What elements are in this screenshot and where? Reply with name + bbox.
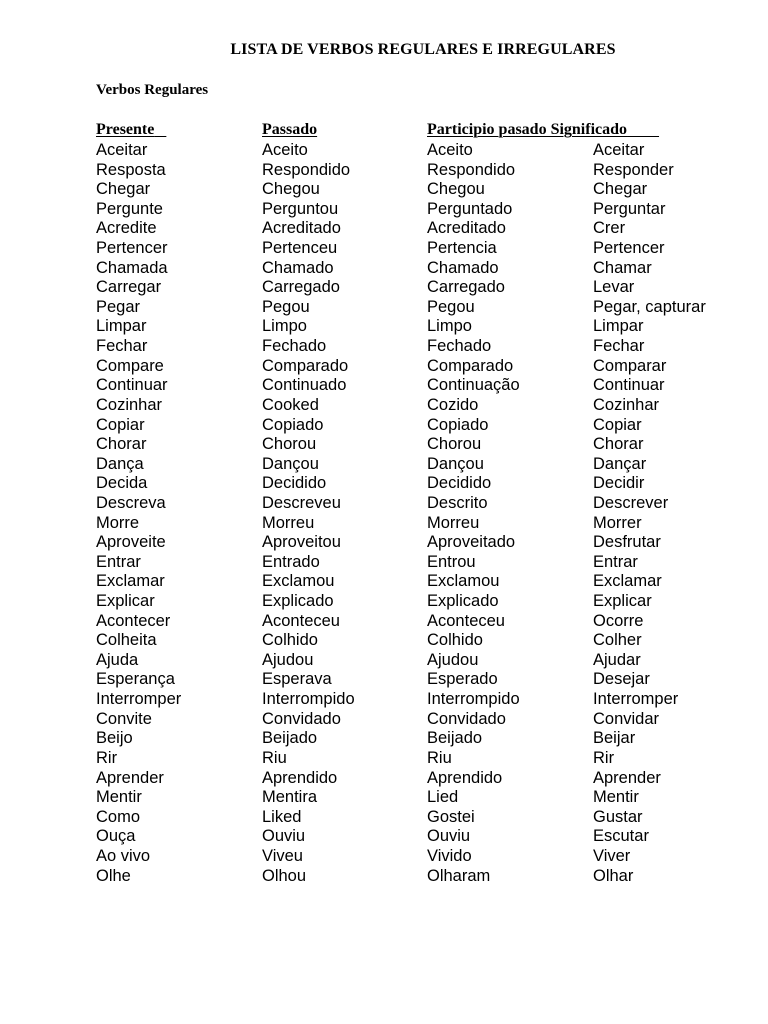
table-row [0,533,768,553]
cell-passado: Aceito [262,141,308,159]
table-row [0,416,768,436]
cell-participio: Exclamou [427,572,500,591]
cell-passado: Cooked [262,395,319,414]
cell-participio: Fechado [427,337,492,356]
cell-presente: Como [96,807,141,826]
table-row [0,239,768,259]
cell-presente: Compare [96,356,164,375]
cell-presente: Ajuda [96,650,139,669]
cell-passado: Pertenceu [262,239,338,258]
table-row [0,219,768,239]
cell-presente: Esperança [96,670,175,689]
cell-significado: Interromper [593,690,679,709]
cell-presente: Chorar [96,435,147,454]
cell-passado: Pegou [262,297,310,316]
cell-participio: Interrompido [427,690,520,709]
table-row [0,317,768,337]
cell-presente: Acredite [96,219,157,238]
cell-presente: Pergunte [96,199,163,218]
header-presente: Presente [96,121,155,138]
cell-passado: Dançou [262,454,319,473]
table-row [0,337,768,357]
cell-significado: Explicar [593,592,652,611]
table-row [0,651,768,671]
table-row [0,690,768,710]
cell-participio: Acreditado [427,219,506,238]
cell-presente: Morre [96,513,140,532]
cell-significado: Exclamar [593,572,662,591]
table-row [0,749,768,769]
cell-passado: Mentira [262,788,318,807]
table-row [0,435,768,455]
cell-passado: Entrado [262,552,320,571]
cell-passado: Aconteceu [262,611,340,630]
cell-participio: Convidado [427,709,506,728]
cell-passado: Aproveitou [262,533,341,552]
cell-passado: Ajudou [262,650,314,669]
cell-significado: Desejar [593,670,650,689]
cell-participio: Morreu [427,513,480,532]
table-row [0,847,768,867]
cell-presente: Pertencer [96,239,168,258]
cell-presente: Cozinhar [96,395,163,414]
cell-significado: Chegar [593,180,648,199]
table-row [0,769,768,789]
cell-significado: Ocorre [593,611,644,630]
cell-passado: Liked [262,807,302,826]
cell-passado: Copiado [262,415,324,434]
cell-significado: Chamar [593,258,652,277]
cell-passado: Chamado [262,258,334,277]
table-row [0,788,768,808]
cell-passado: Acreditado [262,219,341,238]
cell-presente: Convite [96,709,152,728]
cell-participio: Ouviu [427,827,471,846]
cell-passado: Olhou [262,866,307,885]
cell-participio: Perguntado [427,199,513,218]
cell-participio: Pegou [427,297,475,316]
cell-significado: Gustar [593,807,643,826]
cell-passado: Perguntou [262,199,339,218]
cell-significado: Decidir [593,474,645,493]
cell-significado: Entrar [593,552,638,571]
cell-presente: Colheita [96,631,157,650]
cell-significado: Convidar [593,709,660,728]
table-row [0,298,768,318]
table-row [0,455,768,475]
cell-significado: Viver [593,846,631,865]
cell-significado: Chorar [593,435,644,454]
cell-participio: Beijado [427,729,483,748]
cell-participio: Chegou [427,180,485,199]
cell-participio: Dançou [427,454,484,473]
cell-participio: Lied [427,788,459,807]
cell-presente: Interromper [96,690,182,709]
cell-passado: Limpo [262,317,307,336]
cell-significado: Aprender [593,768,661,787]
table-row [0,200,768,220]
cell-presente: Limpar [96,317,147,336]
cell-passado: Continuado [262,376,347,395]
cell-participio: Cozido [427,395,479,414]
cell-participio: Chamado [427,258,499,277]
table-row [0,808,768,828]
table-header [0,121,768,141]
cell-presente: Chegar [96,180,151,199]
cell-passado: Chegou [262,180,320,199]
cell-passado: Morreu [262,513,315,532]
table-row [0,141,768,161]
table-row [0,612,768,632]
cell-passado: Descreveu [262,493,341,512]
cell-presente: Ouça [96,827,136,846]
cell-significado: Rir [593,748,615,767]
cell-presente: Dança [96,454,144,473]
cell-significado: Pertencer [593,239,665,258]
table-row [0,259,768,279]
cell-passado: Aprendido [262,768,338,787]
cell-participio: Pertencia [427,239,497,258]
cell-participio: Aprendido [427,768,503,787]
cell-significado: Comparar [593,356,667,375]
cell-passado: Beijado [262,729,318,748]
cell-participio: Riu [427,748,452,767]
cell-passado: Explicado [262,592,334,611]
cell-significado: Olhar [593,866,634,885]
table-row [0,631,768,651]
cell-participio: Explicado [427,592,499,611]
cell-passado: Fechado [262,337,327,356]
cell-presente: Descreva [96,493,166,512]
cell-participio: Copiado [427,415,489,434]
cell-passado: Chorou [262,435,317,454]
cell-participio: Decidido [427,474,492,493]
cell-significado: Mentir [593,788,639,807]
table-row [0,180,768,200]
cell-participio: Olharam [427,866,491,885]
table-row [0,592,768,612]
cell-participio: Limpo [427,317,472,336]
cell-significado: Responder [593,160,674,179]
table-row [0,710,768,730]
cell-participio: Respondido [427,160,516,179]
cell-significado: Descrever [593,493,669,512]
cell-significado: Aceitar [593,141,645,159]
table-row [0,161,768,181]
cell-presente: Pegar [96,297,141,316]
cell-presente: Ao vivo [96,846,151,865]
cell-participio: Ajudou [427,650,479,669]
cell-participio: Continuação [427,376,520,395]
cell-significado: Escutar [593,827,649,846]
cell-presente: Aceitar [96,141,148,159]
cell-participio: Vivido [427,846,472,865]
cell-passado: Riu [262,748,287,767]
table-row [0,572,768,592]
table-row [0,514,768,534]
cell-passado: Esperava [262,670,332,689]
cell-presente: Decida [96,474,148,493]
cell-passado: Respondido [262,160,351,179]
cell-presente: Copiar [96,415,145,434]
cell-significado: Perguntar [593,199,666,218]
cell-participio: Comparado [427,356,514,375]
table-row [0,670,768,690]
table-row [0,867,768,887]
cell-significado: Fechar [593,337,645,356]
cell-presente: Resposta [96,160,166,179]
cell-passado: Interrompido [262,690,355,709]
cell-presente: Fechar [96,337,148,356]
verb-table [0,141,768,886]
cell-presente: Aprender [96,768,164,787]
cell-passado: Carregado [262,278,340,297]
section-title: Verbos Regulares [96,82,209,98]
page-title: LISTA DE VERBOS REGULARES E IRREGULARES [230,41,616,58]
cell-significado: Pegar, capturar [593,297,706,316]
cell-significado: Morrer [593,513,642,532]
cell-participio: Descrito [427,493,488,512]
cell-participio: Carregado [427,278,505,297]
cell-participio: Colhido [427,631,483,650]
cell-presente: Olhe [96,866,131,885]
cell-significado: Cozinhar [593,395,660,414]
cell-participio: Chorou [427,435,482,454]
cell-passado: Comparado [262,356,349,375]
cell-significado: Ajudar [593,650,641,669]
cell-passado: Convidado [262,709,341,728]
cell-significado: Copiar [593,415,642,434]
cell-passado: Colhido [262,631,318,650]
cell-presente: Carregar [96,278,162,297]
table-row [0,494,768,514]
cell-passado: Exclamou [262,572,335,591]
cell-presente: Aproveite [96,533,166,552]
cell-participio: Gostei [427,807,475,826]
cell-participio: Aproveitado [427,533,516,552]
cell-significado: Desfrutar [593,533,661,552]
cell-presente: Rir [96,748,118,767]
table-row [0,729,768,749]
cell-presente: Entrar [96,552,141,571]
cell-significado: Continuar [593,376,665,395]
cell-significado: Beijar [593,729,636,748]
table-row [0,396,768,416]
cell-significado: Colher [593,631,642,650]
cell-passado: Ouviu [262,827,306,846]
cell-participio: Aconteceu [427,611,505,630]
table-row [0,278,768,298]
cell-participio: Aceito [427,141,473,159]
cell-presente: Continuar [96,376,168,395]
cell-passado: Decidido [262,474,327,493]
cell-participio: Entrou [427,552,476,571]
table-row [0,376,768,396]
cell-significado: Levar [593,278,635,297]
cell-presente: Explicar [96,592,155,611]
cell-significado: Limpar [593,317,644,336]
table-row [0,553,768,573]
header-participio-significado: Participio pasado Significado [427,121,628,138]
cell-presente: Chamada [96,258,168,277]
table-row [0,357,768,377]
header-passado: Passado [262,121,318,138]
cell-significado: Dançar [593,454,647,473]
table-row [0,474,768,494]
cell-passado: Viveu [262,846,303,865]
cell-presente: Acontecer [96,611,171,630]
cell-presente: Beijo [96,729,133,748]
cell-significado: Crer [593,219,626,238]
cell-presente: Mentir [96,788,142,807]
table-row [0,827,768,847]
cell-participio: Esperado [427,670,498,689]
cell-presente: Exclamar [96,572,165,591]
